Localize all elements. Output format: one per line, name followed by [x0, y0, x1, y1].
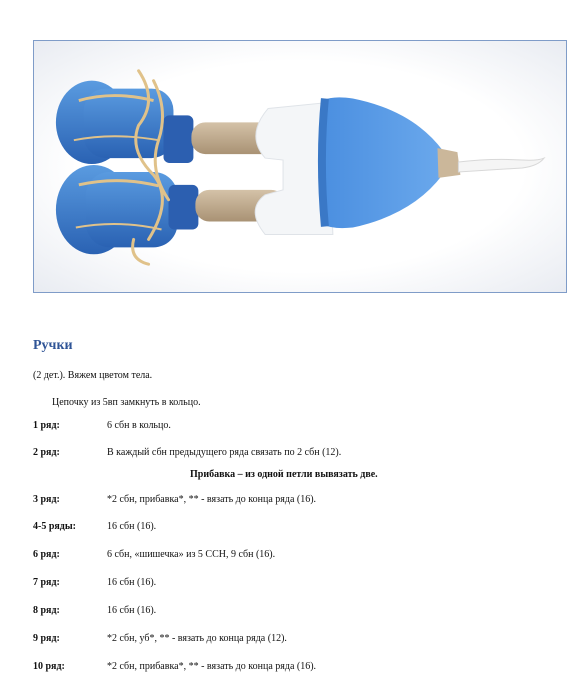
row-instruction: 16 сбн (16).	[107, 521, 157, 532]
row-instruction: 16 сбн (16).	[107, 605, 157, 616]
row-label: 6 ряд:	[33, 549, 60, 560]
skirt-edge	[322, 99, 325, 227]
pattern-row	[33, 605, 156, 616]
row-label: 9 ряд:	[33, 633, 60, 644]
row-label: 8 ряд:	[33, 605, 60, 616]
pattern-row	[33, 521, 156, 532]
pattern-row	[33, 447, 341, 458]
pattern-row	[33, 549, 275, 560]
pattern-row	[33, 420, 171, 431]
row-label: 10 ряд:	[33, 661, 65, 672]
row-instruction: *2 сбн, уб*, ** - вязать до конца ряда (12).	[107, 633, 287, 644]
pattern-row	[33, 494, 316, 505]
crochet-doll-legs-illustration	[34, 41, 566, 292]
row-instruction: 6 сбн в кольцо.	[107, 420, 171, 431]
pattern-row	[33, 633, 287, 644]
increase-definition: Прибавка – из одной петли вывязать две.	[190, 469, 378, 480]
row-label: 4-5 ряды:	[33, 521, 76, 532]
body-neck	[437, 148, 460, 178]
row-label: 3 ряд:	[33, 494, 60, 505]
row-label: 2 ряд:	[33, 447, 60, 458]
crochet-doll-photo	[33, 40, 567, 293]
chain-instruction: Цепочку из 5вп замкнуть в кольцо.	[52, 397, 201, 408]
intro-text: (2 дет.). Вяжем цветом тела.	[33, 370, 153, 381]
row-label: 1 ряд:	[33, 420, 60, 431]
row-label: 7 ряд:	[33, 577, 60, 588]
row-instruction: *2 сбн, прибавка*, ** - вязать до конца ряда (16).	[107, 494, 317, 505]
pattern-row	[33, 661, 316, 672]
row-instruction: 6 сбн, «шишечка» из 5 ССН, 9 сбн (16).	[107, 549, 276, 560]
row-instruction: 16 сбн (16).	[107, 577, 157, 588]
row-instruction: В каждый сбн предыдущего ряда связать по 2 сбн (12).	[107, 447, 342, 458]
pattern-row	[33, 577, 156, 588]
row-instruction: *2 сбн, прибавка*, ** - вязать до конца ряда (16).	[107, 661, 317, 672]
section-title: Ручки	[33, 338, 73, 353]
